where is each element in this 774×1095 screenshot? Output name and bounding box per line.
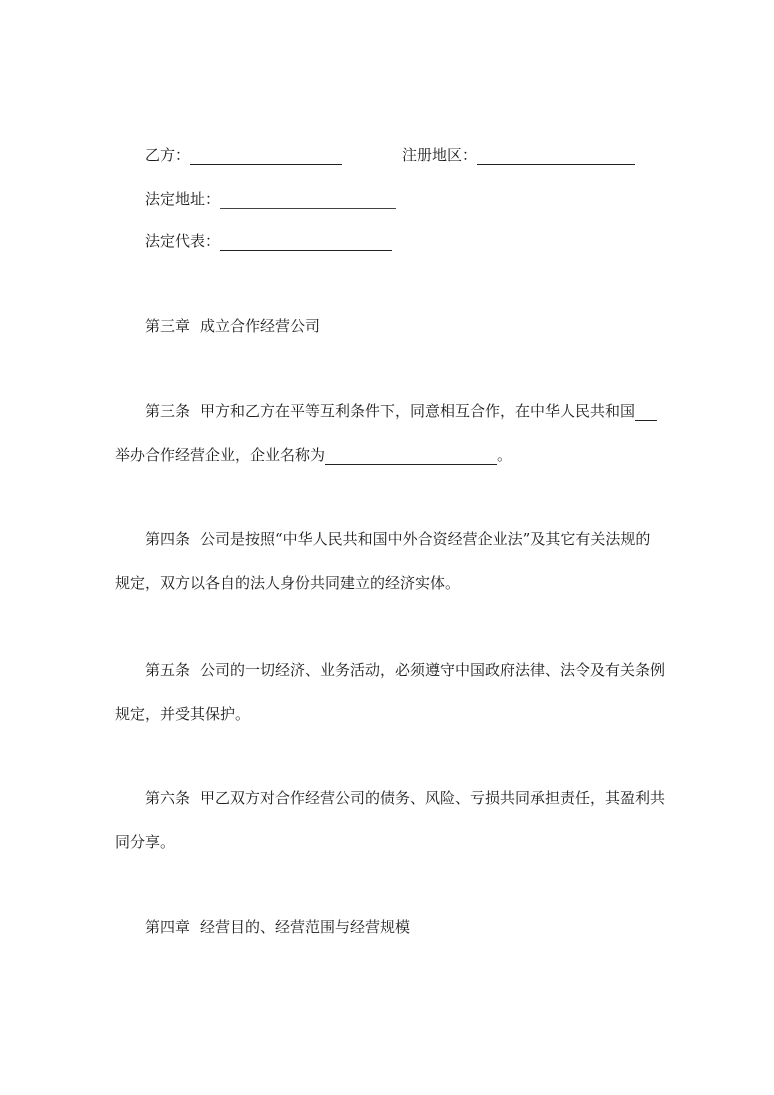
article-3-text-1: 甲方和乙方在平等互利条件下，同意相互合作，在中华人民共和国 (200, 402, 636, 420)
chapter-4-number: 第四章 (145, 918, 191, 936)
legal-address-row (145, 189, 396, 209)
registered-region-blank (477, 148, 635, 165)
article-5-number: 第五条 (145, 661, 191, 679)
article-5-text-2: 规定，并受其保护。 (115, 705, 251, 723)
article-3-country-blank (635, 404, 657, 421)
registered-region-label: 注册地区： (402, 146, 478, 164)
article-6-text-1: 甲乙双方对合作经营公司的债务、风险、亏损共同承担责任，其盈利共 (200, 789, 666, 807)
legal-rep-row (145, 231, 392, 251)
article-4-line-2 (115, 573, 460, 593)
article-5-text-1: 公司的一切经济、业务活动，必须遵守中国政府法律、法令及有关条例 (200, 661, 666, 679)
registered-region-row (402, 145, 635, 165)
company-name-blank (325, 448, 497, 465)
party-b-row (145, 145, 342, 165)
chapter-3-title: 成立合作经营公司 (200, 317, 321, 335)
article-3-line-1 (145, 401, 657, 421)
article-4-line-1 (145, 529, 650, 549)
legal-rep-blank (220, 234, 392, 251)
legal-address-label: 法定地址： (145, 190, 221, 208)
chapter-3-heading (145, 316, 320, 336)
chapter-4-title: 经营目的、经营范围与经营规模 (200, 918, 411, 936)
article-6-text-2: 同分享。 (115, 833, 176, 851)
article-6-line-1 (145, 788, 665, 808)
legal-address-blank (220, 192, 396, 209)
party-b-blank (190, 148, 342, 165)
article-4-text-1: 公司是按照“中华人民共和国中外合资经营企业法”及其它有关法规的 (200, 530, 651, 548)
legal-rep-label: 法定代表： (145, 232, 221, 250)
chapter-4-heading (145, 917, 410, 937)
chapter-3-number: 第三章 (145, 317, 191, 335)
article-3-text-2-end: 。 (497, 446, 513, 464)
article-3-text-2: 举办合作经营企业，企业名称为 (115, 446, 326, 464)
article-3-number: 第三条 (145, 402, 191, 420)
article-6-number: 第六条 (145, 789, 191, 807)
article-4-number: 第四条 (145, 530, 191, 548)
article-5-line-1 (145, 660, 665, 680)
article-3-line-2 (115, 445, 512, 465)
article-5-line-2 (115, 704, 250, 724)
article-6-line-2 (115, 832, 175, 852)
party-b-label: 乙方： (145, 146, 191, 164)
article-4-text-2: 规定，双方以各自的法人身份共同建立的经济实体。 (115, 574, 461, 592)
